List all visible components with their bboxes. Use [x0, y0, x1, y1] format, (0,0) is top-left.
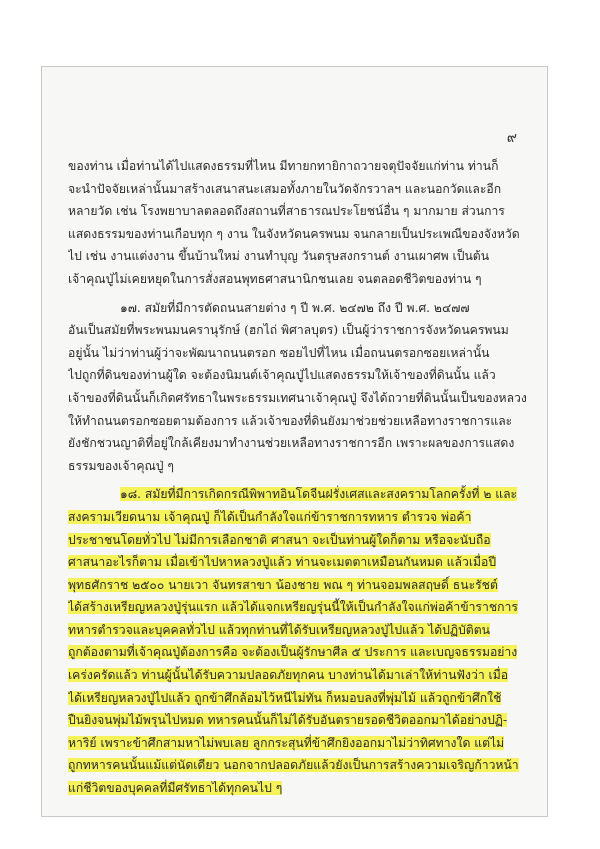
text-line — [68, 506, 533, 529]
line-text: ไปถูกที่ดินของท่านผู้ใด จะต้องนิมนต์เจ้าคุณปู่ไปแสดงธรรมให้เจ้าของที่ดินนั้น แล้ว — [68, 368, 496, 383]
line-text: หลายวัด เช่น โรงพยาบาลตลอดถึงสถานที่สาธารณประโยชน์อื่น ๆ มากมาย ส่วนการ — [68, 204, 505, 219]
text-line — [68, 777, 533, 800]
highlighted-paragraph — [68, 483, 533, 799]
line-text: ได้สร้างเหรียญหลวงปู่รุ่นแรก แล้วได้แจกเหรียญรุ่นนี้ให้เป็นกำลังใจแก่พ่อค้าข้าราชการ — [68, 600, 518, 615]
body-text — [68, 155, 533, 800]
text-line — [68, 574, 533, 597]
text-line — [68, 483, 533, 506]
line-text: อยู่นั้น ไม่ว่าท่านผู้ว่าจะพัฒนาถนนตรอก ซอยไปที่ไหน เมื่อถนนตรอกซอยเหล่านั้น — [68, 345, 490, 360]
text-line — [68, 364, 533, 387]
text-line — [68, 709, 533, 732]
line-text: ศาสนาอะไรก็ตาม เมื่อเข้าไปหาหลวงปู่แล้ว ท่านจะเมตตาเหมือนกันหมด แล้วเมื่อปี — [68, 555, 497, 570]
text-line — [68, 319, 533, 342]
text-line — [68, 342, 533, 365]
document-page — [41, 66, 548, 817]
page-number: ๙ — [506, 130, 517, 146]
text-line — [68, 664, 533, 687]
line-text: ประชาชนโดยทั่วไป ไม่มีการเลือกชาติ ศาสนา จะเป็นท่านผู้ใดก็ตาม หรือจะนับถือ — [68, 532, 491, 547]
line-text: ทหารตำรวจและบุคคลทั่วไป แล้วทุกท่านที่ได้รับเหรียญหลวงปู่ไปแล้ว ได้ปฏิบัติตน — [68, 622, 490, 637]
line-text: หาริย์ เพราะข้าศึกสามหาไม่พบเลย ลูกกระสุนที่ข้าศึกยิงออกมาไม่ว่าทิศทางใด แต่ไม่ — [68, 735, 505, 750]
line-text: ๑๗. สมัยที่มีการตัดถนนสายต่าง ๆ ปี พ.ศ. ๒๔๗๒ ถึง ปี พ.ศ. ๒๔๗๗ — [120, 300, 470, 315]
line-text: ไป เช่น งานแต่งงาน ขึ้นบ้านใหม่ งานทำบุญ วันตรุษสงกรานต์ งานเผาศพ เป็นต้น — [68, 249, 490, 264]
line-text: ธรรมของเจ้าคุณปู่ ๆ — [68, 458, 174, 473]
line-text: เจ้าคุณปู่ไม่เคยหยุดในการสั่งสอนพุทธศาสนานิกชนเลย จนตลอดชีวิตของท่าน ๆ — [68, 271, 482, 286]
text-line — [68, 432, 533, 455]
text-line — [68, 641, 533, 664]
text-line — [68, 387, 533, 410]
line-text: พุทธศักราช ๒๕๐๐ นายเวา จันทรสาขา น้องชาย พณ ๆ ท่านจอมพลสฤษดิ์ ธนะรัชต์ — [68, 577, 498, 592]
line-text: เคร่งครัดแล้ว ท่านผู้นั้นได้รับความปลอดภัยทุกคน บางท่านได้มาเล่าให้ท่านฟังว่า เมื่อ — [68, 668, 509, 683]
text-line — [68, 155, 533, 178]
text-line — [68, 297, 533, 320]
line-text: อันเป็นสมัยที่พระพนมนครานุรักษ์ (ฮกไถ่ พิศาลบุตร) เป็นผู้ว่าราชการจังหวัดนครพนม — [68, 323, 509, 338]
text-line — [68, 619, 533, 642]
text-line — [68, 529, 533, 552]
text-line — [68, 245, 533, 268]
line-text: จะนำปัจจัยเหล่านั้นมาสร้างเสนาสนะเสมอทั้งภายในวัดจักรวาลฯ และนอกวัดและอีก — [68, 181, 502, 196]
line-text: แสดงธรรมของท่านเกือบทุก ๆ งาน ในจังหวัดนครพนม จนกลายเป็นประเพณีของจังหวัด — [68, 226, 520, 241]
text-line — [68, 178, 533, 201]
text-line — [68, 754, 533, 777]
line-text: ได้เหรียญหลวงปู่ไปแล้ว ถูกข้าศึกล้อมไว้หนีไม่ทัน ก็หมอบลงที่พุ่มไม้ แล้วถูกข้าศึกใช้ — [68, 690, 502, 705]
text-line — [68, 551, 533, 574]
text-line — [68, 455, 533, 478]
line-text: เจ้าของที่ดินนั้นก็เกิดศรัทธาในพระธรรมเทศนาเจ้าคุณปู่ จึงได้ถวายที่ดินนั้นเป็นของหลวง — [68, 390, 527, 405]
line-text: ถูกต้องตามที่เจ้าคุณปู่ต้องการคือ จะต้องเป็นผู้รักษาศีล ๕ ประการ และเบญจธรรมอย่าง — [68, 645, 518, 660]
text-line — [68, 200, 533, 223]
line-text: ให้ทำถนนตรอกซอยตามต้องการ แล้วเจ้าของที่ดินยังมาช่วยช่วยเหลือทางราชการและ — [68, 413, 513, 428]
text-line — [68, 268, 533, 291]
text-line — [68, 410, 533, 433]
line-text: ๑๘. สมัยที่มีการเกิดกรณีพิพาทอินโดจีนฝรั่งเศสและสงครามโลกครั้งที่ ๒ และ — [120, 487, 518, 502]
text-line — [68, 687, 533, 710]
line-text: ปืนยิงจนพุ่มไม้พรุนไปหมด ทหารคนนั้นก็ไม่ได้รับอันตรายรอดชีวิตออกมาได้อย่างปฏิ- — [68, 713, 508, 728]
line-text: แก่ชีวิตของบุคคลที่มีศรัทธาได้ทุกคนไป ๆ — [68, 781, 283, 796]
text-line — [68, 732, 533, 755]
text-line — [68, 223, 533, 246]
line-text: ของท่าน เมื่อท่านได้ไปแสดงธรรมที่ไหน มีทายกทายิกาถวายจตุปัจจัยแก่ท่าน ท่านก็ — [68, 159, 499, 173]
line-text: ถูกทหารคนนั้นแม้แต่นัดเดียว นอกจากปลอดภัยแล้วยังเป็นการสร้างความเจริญก้าวหน้า — [68, 758, 519, 773]
line-text: สงครามเวียดนาม เจ้าคุณปู่ ก็ได้เป็นกำลังใจแก่ข้าราชการทหาร ตำรวจ พ่อค้า — [68, 509, 472, 524]
paragraph — [68, 155, 533, 291]
paragraph — [68, 297, 533, 478]
text-line — [68, 596, 533, 619]
line-text: ยังชักชวนญาติที่อยู่ใกล้เคียงมาทำงานช่วยเหลือทางราชการอีก เพราะผลของการแสดง — [68, 436, 515, 451]
